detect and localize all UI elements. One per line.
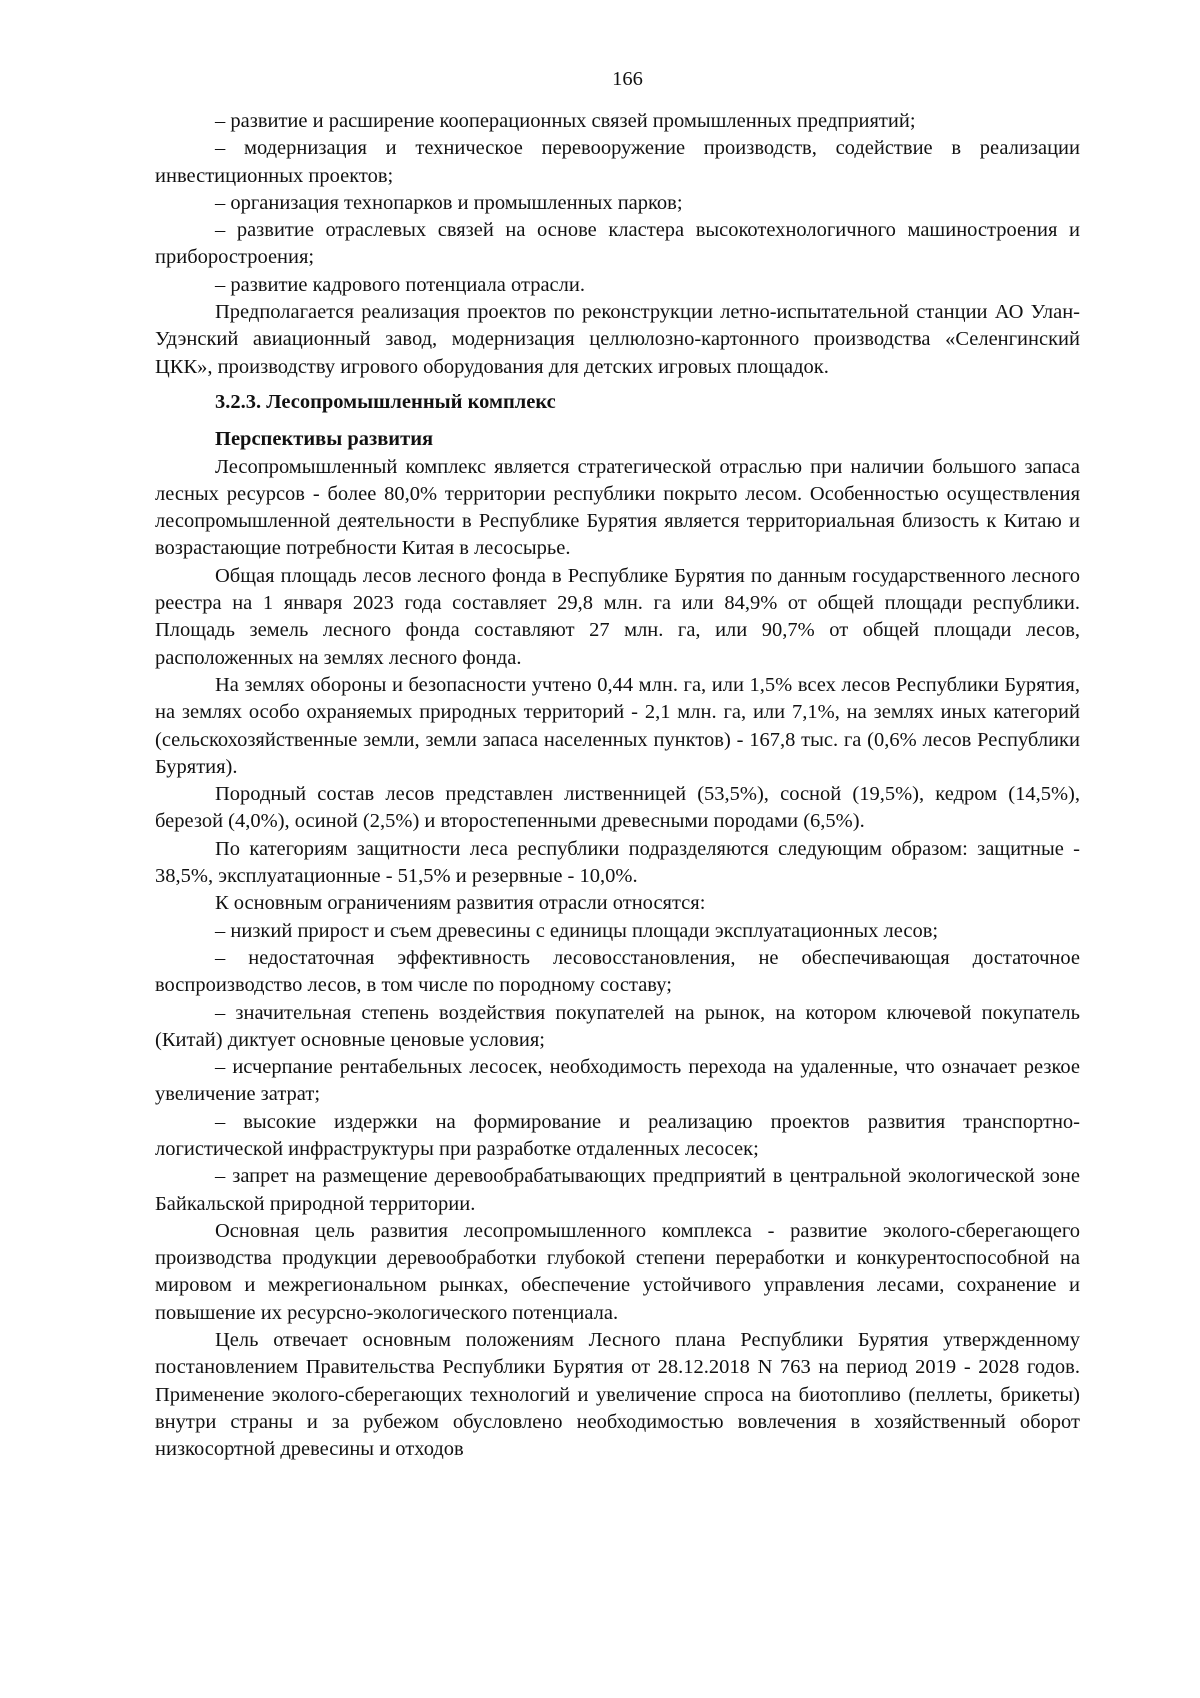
bullet-item: – развитие кадрового потенциала отрасли. (215, 273, 585, 296)
bullet-item: – низкий прирост и съем древесины с единицы площади эксплуатационных лесов; (215, 919, 939, 942)
bullet-item: – развитие и расширение кооперационных связей промышленных предприятий; (215, 110, 916, 132)
page-number: 166 (612, 68, 643, 90)
bullet-item: – развитие отраслевых связей на основе кластера высокотехнологичного машиностроения и приборостроения; (155, 219, 1080, 269)
subsection-heading: Перспективы развития (215, 428, 434, 451)
bullet-item: – модернизация и техническое перевооружение производств, содействие в реализации инвестиционных проектов; (155, 137, 1080, 187)
bullet-item: – исчерпание рентабельных лесосек, необходимость перехода на удаленные, что означает резкое увеличение затрат; (155, 1056, 1080, 1106)
bullet-item: – высокие издержки на формирование и реализацию проектов развития транспортно-логистической инфраструктуры при разработке отдаленных лесосек; (155, 1110, 1080, 1160)
intro-paragraph: Предполагается реализация проектов по реконструкции летно-испытательной станции АО Улан-Удэнский авиационный завод, модернизация целлюлозно-картонного производства «Селенгинский ЦКК», производству игрового оборудования для детских игровых площадок. (155, 301, 1080, 378)
body-paragraph: К основным ограничениям развития отрасли относятся: (215, 892, 706, 915)
bullet-item: – недостаточная эффективность лесовосстановления, не обеспечивающая достаточное воспроизводство лесов, в том числе по породному составу; (155, 946, 1080, 997)
section-heading: 3.2.3. Лесопромышленный комплекс (215, 390, 556, 413)
body-paragraph: Основная цель развития лесопромышленного комплекса - развитие эколого-сберегающего производства продукции деревообработки глубокой степени переработки и конкурентоспособной на мировом и межрегиональном рынках, обеспечение устойчивого управления лесами, сохранение и повышение их ресурсно-экологического потенциала. (155, 1219, 1080, 1324)
body-paragraph: Цель отвечает основным положениям Лесного плана Республики Бурятия утвержденному постановлением Правительства Республики Бурятия от 28.12.2018 N 763 на период 2019 - 2028 годов. Применение эколого-сберегающих технологий и увеличение спроса на биотопливо (пеллеты, брикеты) внутри страны и за рубежом обусловлено необходимостью вовлечения в хозяйственный оборот низкосортной древесины и отходов (155, 1329, 1080, 1461)
body-paragraph: Породный состав лесов представлен лиственницей (53,5%), сосной (19,5%), кедром (14,5%), березой (4,0%), осиной (2,5%) и второстепенными древесными породами (6,5%). (155, 783, 1080, 833)
body-paragraph: Лесопромышленный комплекс является стратегической отраслью при наличии большого запаса лесных ресурсов - более 80,0% территории республики покрыто лесом. Особенностью осуществления лесопромышленной деятельности в Республике Бурятия является территориальная близость к Китаю и возрастающие потребности Китая в лесосырье. (155, 455, 1080, 560)
body-paragraph: По категориям защитности леса республики подразделяются следующим образом: защитные - 38,5%, эксплуатационные - 51,5% и резервные - 10,0%. (155, 837, 1080, 888)
bullet-item: – организация технопарков и промышленных парков; (215, 191, 683, 214)
document-page (155, 66, 1080, 1464)
bullet-item: – запрет на размещение деревообрабатывающих предприятий в центральной экологической зоне Байкальской природной территории. (155, 1165, 1080, 1215)
bullet-item: – значительная степень воздействия покупателей на рынок, на котором ключевой покупатель (Китай) диктует основные ценовые условия; (155, 1001, 1080, 1051)
body-paragraph: Общая площадь лесов лесного фонда в Республике Бурятия по данным государственного лесного реестра на 1 января 2023 года составляет 29,8 млн. га или 84,9% от общей площади республики. Площадь земель лесного фонда составляют 27 млн. га, или 90,7% от общей площади лесов, расположенных на землях лесного фонда. (155, 564, 1080, 669)
body-paragraph: На землях обороны и безопасности учтено 0,44 млн. га, или 1,5% всех лесов Республики Бурятия, на землях особо охраняемых природных территорий - 2,1 млн. га, или 7,1%, на землях иных категорий (сельскохозяйственные земли, земли запаса населенных пунктов) - 167,8 тыс. га (0,6% лесов Республики Бурятия). (155, 673, 1080, 778)
